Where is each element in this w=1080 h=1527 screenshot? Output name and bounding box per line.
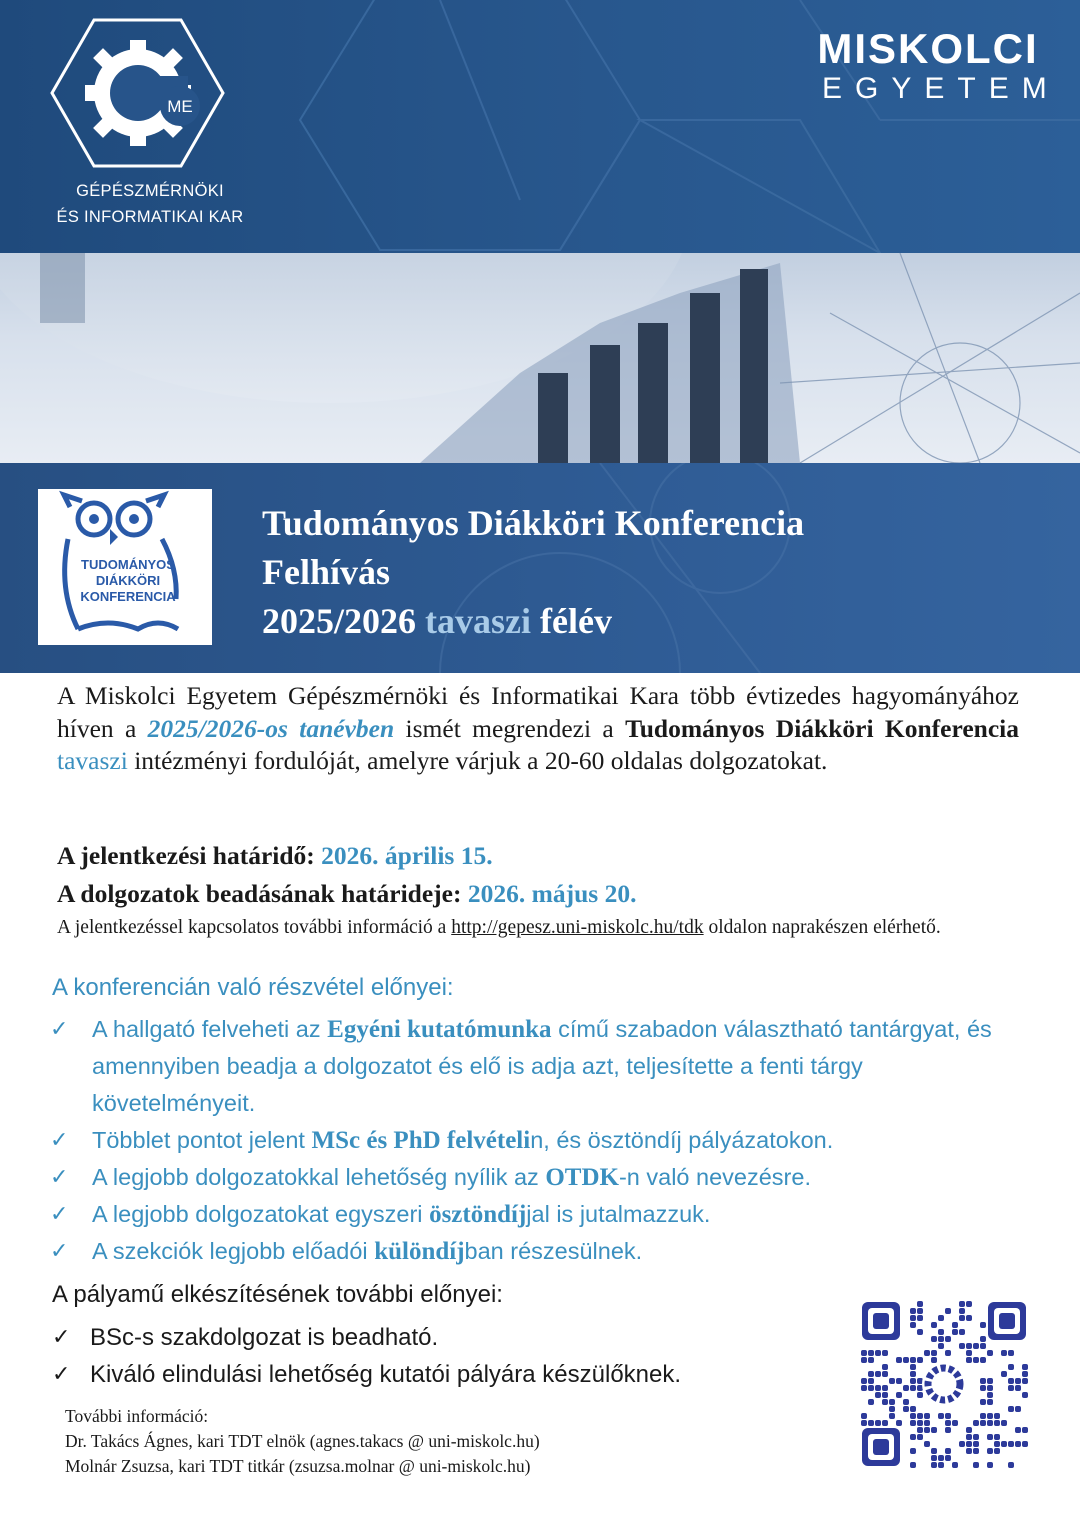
qr-module bbox=[910, 1406, 916, 1412]
qr-module bbox=[1001, 1420, 1007, 1426]
qr-module bbox=[938, 1343, 944, 1349]
qr-module bbox=[868, 1371, 874, 1377]
qr-module bbox=[1015, 1427, 1021, 1433]
qr-module bbox=[903, 1399, 909, 1405]
qr-code[interactable] bbox=[860, 1300, 1028, 1468]
submission-deadline: A dolgozatok beadásának határideje: 2026. május 20. bbox=[57, 879, 637, 908]
checkmark-icon: ✓ bbox=[52, 1361, 71, 1386]
qr-module bbox=[987, 1413, 993, 1419]
qr-module bbox=[861, 1413, 867, 1419]
qr-module bbox=[994, 1420, 1000, 1426]
qr-module bbox=[903, 1357, 909, 1363]
university-name-bottom: EGYETEM bbox=[822, 72, 1060, 105]
qr-module bbox=[980, 1413, 986, 1419]
qr-module bbox=[910, 1308, 916, 1314]
qr-module bbox=[931, 1448, 937, 1454]
faculty-name-line1: GÉPÉSZMÉRNÖKI bbox=[76, 182, 224, 200]
qr-module bbox=[987, 1434, 993, 1440]
qr-module bbox=[882, 1364, 888, 1370]
qr-module bbox=[931, 1427, 937, 1433]
university-logo bbox=[810, 25, 1060, 106]
qr-module bbox=[1022, 1371, 1028, 1377]
qr-module bbox=[917, 1392, 923, 1398]
list-item: ✓ A legjobb dolgozatokkal lehetőség nyílik az OTDK-n való nevezésre. bbox=[50, 1159, 1025, 1196]
qr-module bbox=[1022, 1427, 1028, 1433]
qr-module bbox=[980, 1336, 986, 1342]
qr-module bbox=[1015, 1385, 1021, 1391]
qr-module bbox=[980, 1420, 986, 1426]
qr-module bbox=[917, 1301, 923, 1307]
qr-module bbox=[1008, 1378, 1014, 1384]
qr-module bbox=[924, 1420, 930, 1426]
qr-module bbox=[952, 1420, 958, 1426]
qr-module bbox=[966, 1448, 972, 1454]
qr-module bbox=[973, 1462, 979, 1468]
qr-module bbox=[980, 1399, 986, 1405]
qr-module bbox=[945, 1413, 951, 1419]
qr-module bbox=[966, 1441, 972, 1447]
qr-module bbox=[959, 1315, 965, 1321]
qr-module bbox=[910, 1413, 916, 1419]
svg-text:ME: ME bbox=[167, 97, 193, 116]
list-item: ✓ Többlet pontot jelent MSc és PhD felvételin, és ösztöndíj pályázatokon. bbox=[50, 1122, 1025, 1159]
qr-module bbox=[910, 1371, 916, 1377]
qr-module bbox=[924, 1427, 930, 1433]
qr-module bbox=[868, 1420, 874, 1426]
svg-text:TUDOMÁNYOS: TUDOMÁNYOS bbox=[81, 557, 175, 572]
extra-benefits-list bbox=[52, 1319, 852, 1393]
qr-module bbox=[1008, 1364, 1014, 1370]
qr-module bbox=[987, 1392, 993, 1398]
qr-module bbox=[910, 1378, 916, 1384]
qr-module bbox=[910, 1357, 916, 1363]
header-band bbox=[0, 0, 1080, 253]
qr-module bbox=[1008, 1406, 1014, 1412]
title-line2: Felhívás bbox=[262, 552, 391, 592]
qr-module bbox=[882, 1385, 888, 1391]
list-item: ✓ BSc-s szakdolgozat is beadható. bbox=[52, 1319, 852, 1356]
registration-deadline: A jelentkezési határidő: 2026. április 15. bbox=[57, 841, 493, 870]
contact-heading: További információ: bbox=[65, 1406, 209, 1426]
gear-photo bbox=[0, 253, 1080, 463]
svg-text:DIÁKKÖRI: DIÁKKÖRI bbox=[95, 573, 161, 588]
qr-module bbox=[938, 1336, 944, 1342]
qr-module bbox=[1008, 1385, 1014, 1391]
qr-module bbox=[910, 1434, 916, 1440]
qr-module bbox=[924, 1350, 930, 1356]
qr-module bbox=[973, 1343, 979, 1349]
qr-module bbox=[875, 1420, 881, 1426]
qr-module bbox=[1022, 1378, 1028, 1384]
qr-module bbox=[917, 1357, 923, 1363]
qr-module bbox=[889, 1406, 895, 1412]
qr-module bbox=[910, 1462, 916, 1468]
qr-module bbox=[1008, 1350, 1014, 1356]
qr-module bbox=[973, 1448, 979, 1454]
qr-module bbox=[987, 1399, 993, 1405]
qr-module bbox=[945, 1448, 951, 1454]
extra-benefits-heading: A pályamű elkészítésének további előnyei: bbox=[52, 1281, 503, 1308]
title-banner bbox=[0, 463, 1080, 673]
qr-module bbox=[924, 1441, 930, 1447]
benefits-list bbox=[50, 1011, 1025, 1270]
qr-module bbox=[945, 1455, 951, 1461]
qr-module bbox=[882, 1392, 888, 1398]
intro-paragraph: A Miskolci Egyetem Gépészmérnöki és Informatikai Kara több évtizedes hagyományához híven a 2025/2026-os tanévben ismét megrendezi a Tudományos Diákköri Konferencia tavaszi intézményi fordulóját, amelyre várjuk a 20-60 oldalas dolgozatokat. bbox=[57, 681, 1020, 775]
qr-module bbox=[882, 1399, 888, 1405]
qr-module bbox=[966, 1427, 972, 1433]
list-item: ✓ Kiváló elindulási lehetőség kutatói pályára készülőknek. bbox=[52, 1356, 852, 1393]
qr-module bbox=[987, 1378, 993, 1384]
qr-module bbox=[917, 1434, 923, 1440]
university-name-top: MISKOLCI bbox=[817, 25, 1039, 72]
qr-module bbox=[952, 1322, 958, 1328]
qr-module bbox=[938, 1413, 944, 1419]
qr-module bbox=[973, 1441, 979, 1447]
qr-module bbox=[931, 1336, 937, 1342]
qr-module bbox=[1001, 1350, 1007, 1356]
qr-module bbox=[868, 1399, 874, 1405]
list-item: ✓ A legjobb dolgozatokat egyszeri ösztöndíjjal is jutalmazzuk. bbox=[50, 1196, 1025, 1233]
qr-module bbox=[917, 1315, 923, 1321]
qr-module bbox=[889, 1399, 895, 1405]
qr-module bbox=[952, 1329, 958, 1335]
qr-module bbox=[910, 1448, 916, 1454]
qr-module bbox=[938, 1315, 944, 1321]
qr-module bbox=[980, 1378, 986, 1384]
list-item: ✓ A szekciók legjobb előadói különdíjban részesülnek. bbox=[50, 1233, 1025, 1270]
qr-module bbox=[924, 1413, 930, 1419]
qr-module bbox=[966, 1343, 972, 1349]
faculty-name bbox=[40, 178, 260, 230]
qr-module bbox=[931, 1462, 937, 1468]
qr-module bbox=[903, 1385, 909, 1391]
qr-module bbox=[952, 1462, 958, 1468]
qr-module bbox=[987, 1350, 993, 1356]
qr-module bbox=[889, 1378, 895, 1384]
qr-module bbox=[959, 1441, 965, 1447]
qr-module bbox=[910, 1420, 916, 1426]
qr-module bbox=[1022, 1364, 1028, 1370]
qr-module bbox=[861, 1357, 867, 1363]
qr-module bbox=[959, 1343, 965, 1349]
qr-module bbox=[868, 1350, 874, 1356]
svg-text:KONFERENCIA: KONFERENCIA bbox=[80, 589, 176, 604]
qr-module bbox=[896, 1357, 902, 1363]
qr-module bbox=[994, 1434, 1000, 1440]
qr-module bbox=[1015, 1441, 1021, 1447]
qr-module bbox=[931, 1357, 937, 1363]
qr-module bbox=[938, 1329, 944, 1335]
gear-illustration bbox=[0, 253, 1080, 463]
qr-module bbox=[931, 1322, 937, 1328]
qr-module bbox=[861, 1350, 867, 1356]
qr-module bbox=[938, 1462, 944, 1468]
qr-module bbox=[910, 1364, 916, 1370]
title-line1: Tudományos Diákköri Konferencia bbox=[262, 503, 805, 543]
qr-module bbox=[903, 1406, 909, 1412]
qr-module bbox=[875, 1371, 881, 1377]
qr-module bbox=[882, 1350, 888, 1356]
qr-module bbox=[910, 1315, 916, 1321]
qr-module bbox=[1022, 1392, 1028, 1398]
title-line3: 2025/2026 tavaszi félév bbox=[262, 601, 612, 641]
checkmark-icon: ✓ bbox=[52, 1324, 71, 1349]
qr-module bbox=[868, 1385, 874, 1391]
qr-module bbox=[917, 1427, 923, 1433]
qr-module bbox=[896, 1392, 902, 1398]
tdk-logo bbox=[38, 489, 212, 645]
contact-info bbox=[65, 1404, 540, 1479]
qr-module bbox=[980, 1322, 986, 1328]
benefits-heading: A konferencián való részvétel előnyei: bbox=[52, 974, 454, 1001]
qr-module bbox=[945, 1420, 951, 1426]
registration-info: A jelentkezéssel kapcsolatos további információ a http://gepesz.uni-miskolc.hu/tdk oldalon naprakészen elérhető. bbox=[57, 917, 941, 938]
qr-module bbox=[917, 1413, 923, 1419]
qr-module bbox=[987, 1420, 993, 1426]
qr-module bbox=[945, 1427, 951, 1433]
qr-module bbox=[868, 1357, 874, 1363]
qr-module bbox=[931, 1455, 937, 1461]
qr-module bbox=[994, 1441, 1000, 1447]
qr-module bbox=[882, 1371, 888, 1377]
qr-module bbox=[959, 1329, 965, 1335]
contact-line-chair: Dr. Takács Ágnes, kari TDT elnök (agnes.takacs @ uni-miskolc.hu) bbox=[65, 1431, 540, 1451]
qr-module bbox=[980, 1357, 986, 1363]
checkmark-icon: ✓ bbox=[50, 1164, 69, 1189]
list-item: ✓ A hallgató felveheti az Egyéni kutatómunka című szabadon választható tantárgyat, és amennyiben beadja a dolgozatot és elő is adja azt, teljesítette a fenti tárgy követelményeit. bbox=[50, 1011, 1025, 1122]
qr-module bbox=[875, 1385, 881, 1391]
checkmark-icon: ✓ bbox=[50, 1127, 69, 1152]
qr-module bbox=[1008, 1441, 1014, 1447]
qr-module bbox=[938, 1455, 944, 1461]
faculty-name-line2: ÉS INFORMATIKAI KAR bbox=[56, 208, 244, 226]
checkmark-icon: ✓ bbox=[50, 1201, 69, 1226]
qr-module bbox=[973, 1357, 979, 1363]
checkmark-icon: ✓ bbox=[50, 1016, 69, 1041]
qr-module bbox=[910, 1385, 916, 1391]
faculty-logo bbox=[50, 18, 225, 168]
qr-module bbox=[987, 1448, 993, 1454]
qr-module bbox=[1001, 1371, 1007, 1377]
qr-module bbox=[917, 1420, 923, 1426]
qr-module bbox=[945, 1350, 951, 1356]
qr-module bbox=[994, 1448, 1000, 1454]
qr-module bbox=[973, 1434, 979, 1440]
qr-module bbox=[931, 1350, 937, 1356]
qr-module bbox=[966, 1434, 972, 1440]
qr-module bbox=[896, 1378, 902, 1384]
qr-module bbox=[966, 1357, 972, 1363]
qr-module bbox=[889, 1413, 895, 1419]
qr-module bbox=[1001, 1441, 1007, 1447]
contact-line-secretary: Molnár Zsuzsa, kari TDT titkár (zsuzsa.molnar @ uni-miskolc.hu) bbox=[65, 1456, 531, 1476]
qr-module bbox=[861, 1378, 867, 1384]
tdk-link[interactable]: http://gepesz.uni-miskolc.hu/tdk bbox=[451, 917, 704, 938]
qr-module bbox=[987, 1462, 993, 1468]
qr-module bbox=[966, 1301, 972, 1307]
qr-module bbox=[973, 1420, 979, 1426]
qr-module bbox=[896, 1420, 902, 1426]
qr-module bbox=[945, 1308, 951, 1314]
qr-module bbox=[910, 1322, 916, 1328]
qr-module bbox=[966, 1315, 972, 1321]
qr-module bbox=[980, 1385, 986, 1391]
qr-module bbox=[980, 1343, 986, 1349]
qr-module bbox=[861, 1385, 867, 1391]
qr-module bbox=[1015, 1378, 1021, 1384]
qr-module bbox=[882, 1420, 888, 1426]
qr-module bbox=[987, 1385, 993, 1391]
qr-module bbox=[861, 1420, 867, 1426]
qr-module bbox=[1015, 1406, 1021, 1412]
qr-module bbox=[966, 1350, 972, 1356]
page-title bbox=[262, 499, 804, 646]
qr-module bbox=[959, 1301, 965, 1307]
qr-module bbox=[875, 1392, 881, 1398]
qr-module bbox=[868, 1378, 874, 1384]
qr-module bbox=[1008, 1462, 1014, 1468]
checkmark-icon: ✓ bbox=[50, 1238, 69, 1263]
qr-module bbox=[959, 1308, 965, 1314]
qr-module bbox=[875, 1350, 881, 1356]
qr-module bbox=[917, 1308, 923, 1314]
owl-icon bbox=[38, 489, 212, 645]
qr-module bbox=[994, 1413, 1000, 1419]
qr-module bbox=[917, 1329, 923, 1335]
qr-module bbox=[945, 1336, 951, 1342]
qr-module bbox=[1022, 1441, 1028, 1447]
